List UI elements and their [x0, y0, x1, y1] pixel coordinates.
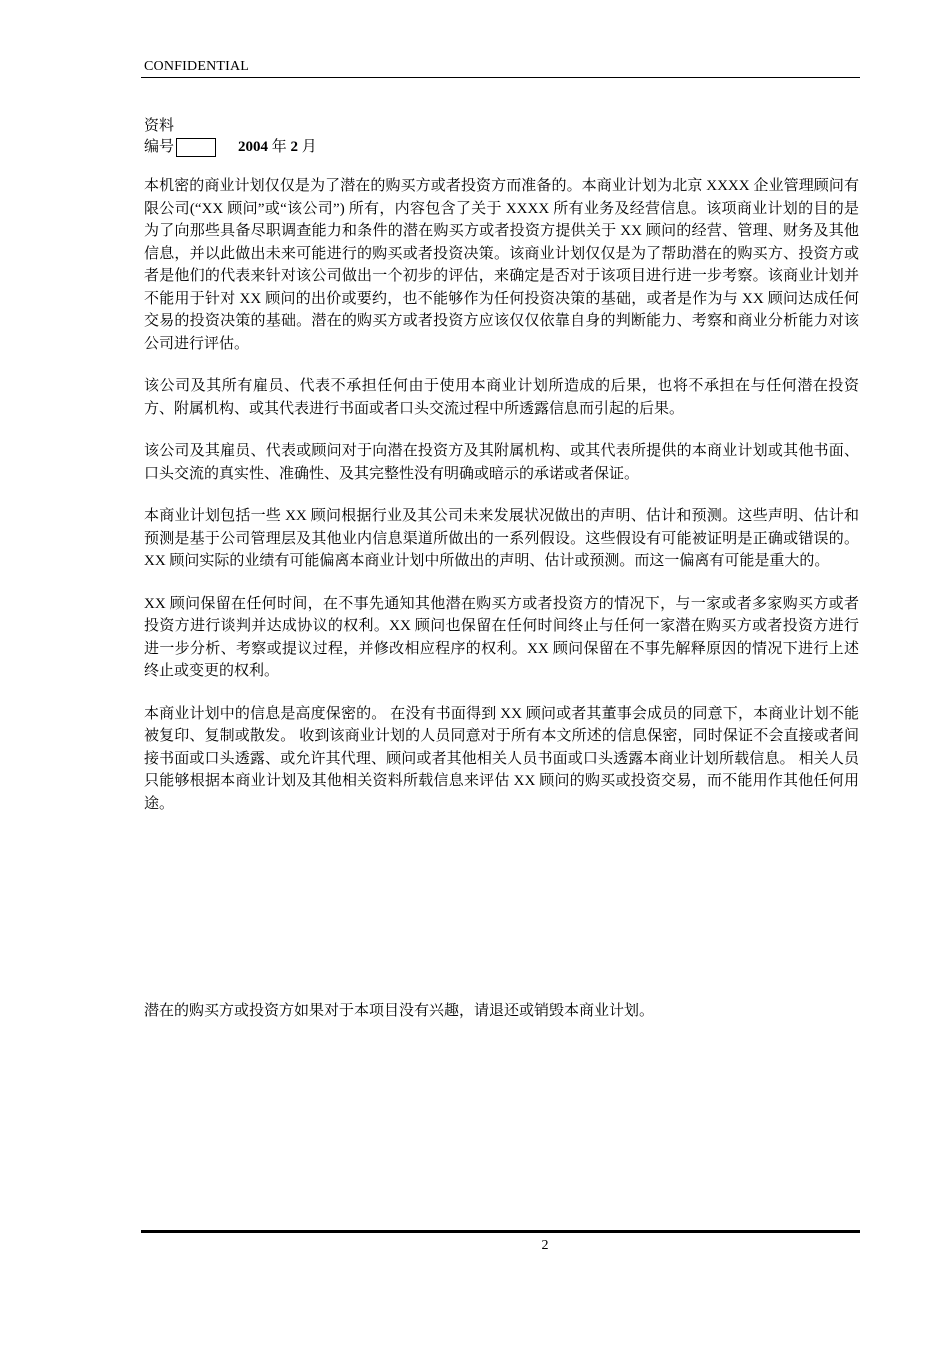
paragraph-confidentiality: 本商业计划中的信息是高度保密的。 在没有书面得到 XX 顾问或者其董事会成员的同意下，本商业计划不能被复印、复制或散发。 收到该商业计划的人员同意对于所有本文所述的信息保密，同时保证不会直接或者间接书面或口头透露、或允许其代理、顾问或者其他相关人员书面或口头透露本商业计划所载信息。 相关人员只能够根据本商业计划及其他相关资料所载信息来评估 XX 顾问的购买或投资交易，而不能用作其他任何用途。	[144, 705, 859, 812]
document-number-field	[176, 138, 216, 157]
footer-divider	[141, 1230, 860, 1233]
document-date	[238, 137, 317, 158]
date-year-unit: 年	[268, 139, 291, 155]
number-row	[144, 137, 317, 158]
date-year: 2004	[238, 139, 269, 155]
paragraph-purpose: 本机密的商业计划仅仅是为了潜在的购买方或者投资方而准备的。本商业计划为北京 XXXX 企业管理顾问有限公司(“XX 顾问”或“该公司”) 所有，内容包含了关于 XXXX 所有业务及经营信息。该项商业计划的目的是为了向那些具备尽职调查能力和条件的潜在购买方或者投资方提供关于 XX 顾问的经营、管理、财务及其他信息，并以此做出未来可能进行的购买或者投资决策。该商业计划仅仅是为了帮助潜在的购买方、投资方或者是他们的代表来针对该公司做出一个初步的评估，来确定是否对于该项目进行进一步考察。该商业计划并不能用于针对 XX 顾问的出价或要约，也不能够作为任何投资决策的基础，或者是作为与 XX 顾问达成任何交易的投资决策的基础。潜在的购买方或者投资方应该仅仅依靠自身的判断能力、考察和商业分析能力对该公司进行评估。	[144, 178, 859, 352]
paragraph-warranty: 该公司及其雇员、代表或顾问对于向潜在投资方及其附属机构、或其代表所提供的本商业计划或其他书面、口头交流的真实性、准确性、及其完整性没有明确或暗示的承诺或者保证。	[144, 443, 859, 482]
date-month-unit: 月	[298, 139, 317, 155]
material-label: 资料	[144, 118, 175, 134]
paragraph-liability: 该公司及其所有雇员、代表不承担任何由于使用本商业计划所造成的后果，也将不承担在与任何潜在投资方、附属机构、或其代表进行书面或者口头交流过程中所透露信息而引起的后果。	[144, 378, 859, 417]
confidential-header: CONFIDENTIAL	[144, 59, 250, 74]
number-label: 编号	[144, 139, 175, 155]
document-meta	[144, 116, 317, 158]
page-number: 2	[541, 1238, 549, 1253]
paragraph-rights: XX 顾问保留在任何时间，在不事先通知其他潜在购买方或者投资方的情况下，与一家或者多家购买方或者投资方进行谈判并达成协议的权利。XX 顾问也保留在任何时间终止与任何一家潜在购买方或者投资方进行进一步分析、考察或提议过程，并修改相应程序的权利。XX 顾问保留在不事先解释原因的情况下进行上述终止或变更的权利。	[144, 595, 859, 679]
disclaimer-body	[144, 175, 859, 835]
closing-note: 潜在的购买方或投资方如果对于本项目没有兴趣，请退还或销毁本商业计划。	[144, 1003, 655, 1019]
date-month: 2	[290, 139, 299, 155]
paragraph-forecasts: 本商业计划包括一些 XX 顾问根据行业及其公司未来发展状况做出的声明、估计和预测。这些声明、估计和预测是基于公司管理层及其他业内信息渠道所做出的一系列假设。这些假设有可能被证明是正确或错误的。XX 顾问实际的业绩有可能偏离本商业计划中所做出的声明、估计或预测。而这一偏离有可能是重大的。	[144, 508, 859, 569]
header-divider	[141, 77, 860, 78]
